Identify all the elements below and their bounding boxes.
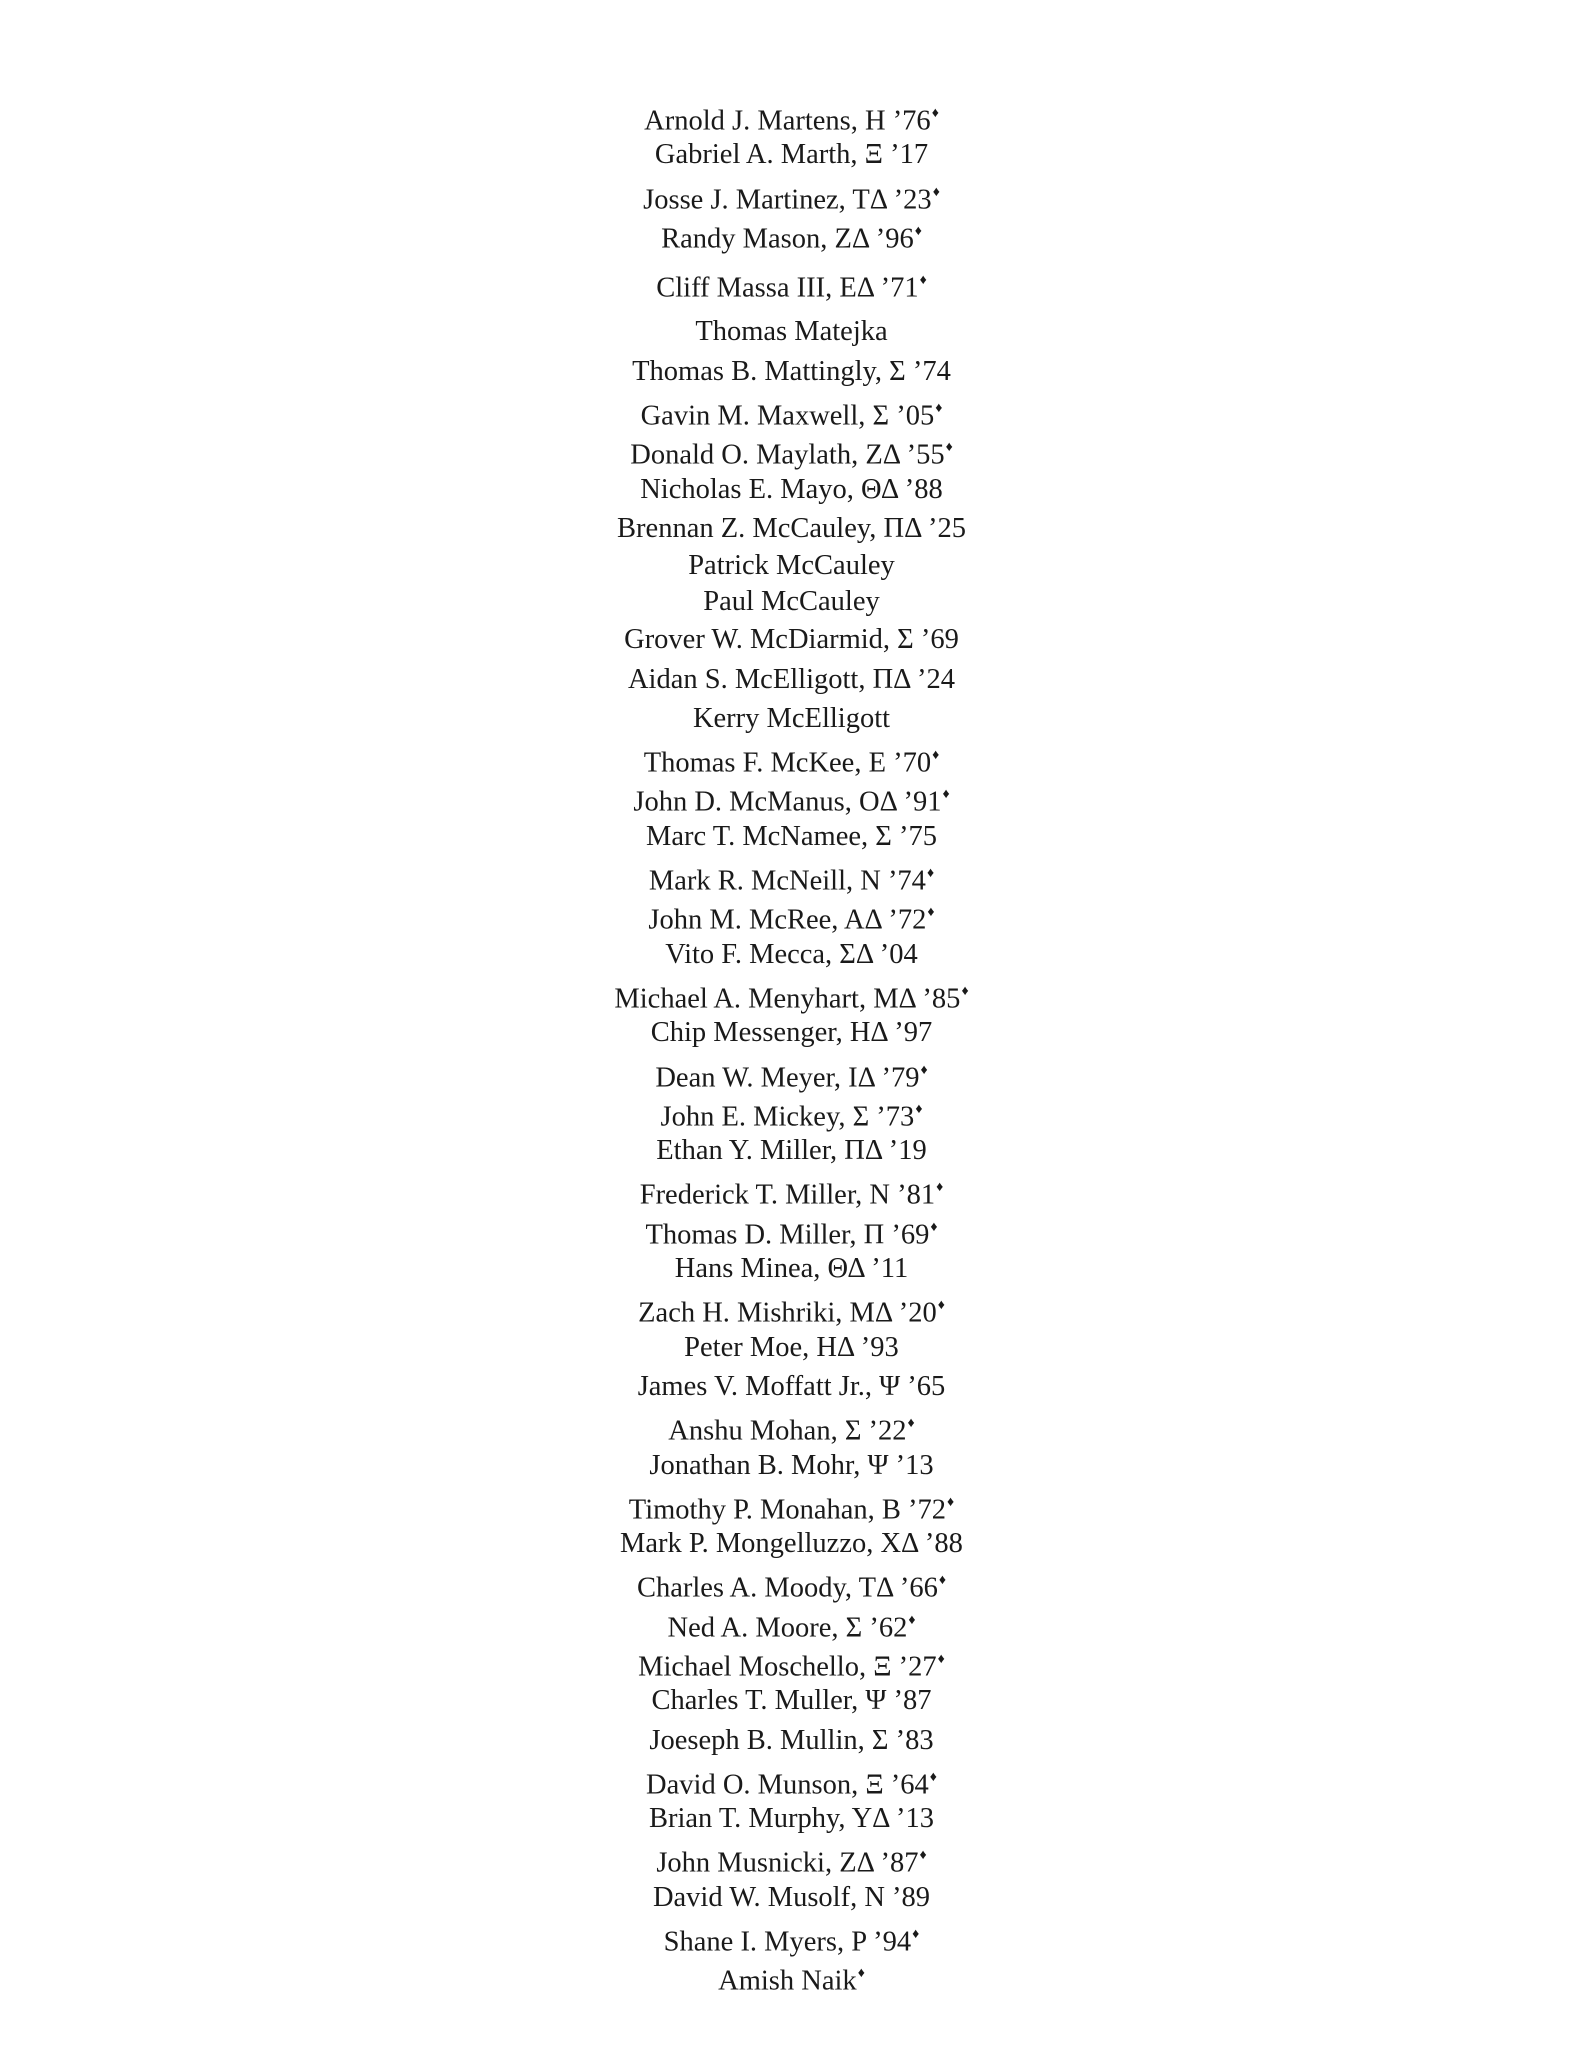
diamond-mark-icon: ♦ [926, 866, 935, 882]
diamond-mark-icon: ♦ [920, 1062, 928, 1078]
entry-name: Thomas F. McKee, E ’70 [643, 747, 932, 779]
entry-name: Josse J. Martinez, TΔ ’23 [643, 184, 932, 216]
diamond-mark-icon: ♦ [929, 1769, 937, 1785]
entry-name: Marc T. McNamee, Σ ’75 [646, 820, 937, 852]
diamond-mark-icon: ♦ [919, 273, 927, 289]
entry-name: Shane I. Myers, P ’94 [663, 1926, 912, 1958]
entry-name: David O. Munson, Ξ ’64 [646, 1769, 929, 1801]
diamond-mark-icon: ♦ [919, 1848, 927, 1864]
list-item [0, 1328, 1583, 1367]
list-item [0, 548, 1583, 584]
entry-name: Dean W. Meyer, IΔ ’79 [655, 1062, 920, 1094]
list-item [0, 738, 1583, 777]
entry-name: Randy Mason, ZΔ ’96 [661, 223, 914, 255]
entry-name: Mark R. McNeill, N ’74 [648, 865, 926, 897]
entry-name: Michael A. Menyhart, MΔ ’85 [614, 983, 961, 1015]
diamond-mark-icon: ♦ [937, 1298, 945, 1314]
diamond-mark-icon: ♦ [927, 905, 935, 921]
entry-name: Hans Minea, ΘΔ ’11 [674, 1253, 909, 1285]
list-item [0, 1760, 1583, 1799]
list-item [0, 1053, 1583, 1092]
list-item [0, 391, 1583, 430]
diamond-mark-icon: ♦ [935, 401, 943, 417]
entry-name: Grover W. McDiarmid, Σ ’69 [624, 624, 959, 656]
entry-name: Charles T. Muller, Ψ ’87 [651, 1685, 932, 1717]
list-item [0, 1721, 1583, 1760]
list-item [0, 1131, 1583, 1170]
diamond-mark-icon: ♦ [915, 1101, 923, 1117]
list-item [0, 1485, 1583, 1524]
entry-name: Thomas B. Mattingly, Σ ’74 [632, 355, 951, 387]
diamond-mark-icon: ♦ [930, 1219, 938, 1235]
list-item [0, 1603, 1583, 1642]
entry-name: Cliff Massa III, EΔ ’71 [656, 272, 919, 304]
entry-name: Patrick McCauley [688, 550, 895, 582]
entry-name: Donald O. Maylath, ZΔ ’55 [630, 439, 945, 471]
list-item [0, 620, 1583, 659]
list-item [0, 1288, 1583, 1327]
list-item [0, 1446, 1583, 1485]
list-item [0, 1524, 1583, 1563]
list-item [0, 263, 1583, 302]
diamond-mark-icon: ♦ [945, 440, 953, 456]
entry-name: Peter Moe, HΔ ’93 [684, 1331, 899, 1363]
diamond-mark-icon: ♦ [914, 223, 922, 239]
diamond-mark-icon: ♦ [942, 787, 950, 803]
entry-name: Anshu Mohan, Σ ’22 [668, 1415, 907, 1447]
entry-name: Nicholas E. Mayo, ΘΔ ’88 [640, 473, 943, 505]
list-item [0, 1563, 1583, 1602]
entry-name: Ethan Y. Miller, ΠΔ ’19 [656, 1135, 927, 1167]
entry-name: Arnold J. Martens, H ’76 [644, 105, 931, 137]
diamond-mark-icon: ♦ [907, 1416, 915, 1432]
list-item [0, 470, 1583, 509]
diamond-mark-icon: ♦ [931, 106, 939, 121]
entry-name: Michael Moschello, Ξ ’27 [638, 1651, 937, 1683]
list-item [0, 1642, 1583, 1681]
list-item [0, 1013, 1583, 1052]
entry-name: David W. Musolf, N ’89 [652, 1881, 931, 1913]
entry-name: Paul McCauley [703, 586, 880, 618]
entry-name: Jonathan B. Mohr, Ψ ’13 [649, 1449, 934, 1481]
entry-name: Zach H. Mishriki, MΔ ’20 [638, 1297, 937, 1329]
list-item [0, 1406, 1583, 1445]
entry-name: Mark P. Mongelluzzo, XΔ ’88 [620, 1528, 963, 1560]
list-item [0, 135, 1583, 174]
entry-name: Frederick T. Miller, N ’81 [639, 1179, 936, 1211]
entry-name: Kerry McElligott [692, 702, 891, 734]
list-item [0, 1956, 1583, 1995]
list-item [0, 430, 1583, 469]
entry-name: Gavin M. Maxwell, Σ ’05 [640, 400, 935, 432]
diamond-mark-icon: ♦ [857, 1966, 865, 1982]
entry-name: Chip Messenger, HΔ ’97 [650, 1017, 933, 1049]
diamond-mark-icon: ♦ [947, 1494, 955, 1510]
list-item [0, 777, 1583, 816]
list-item [0, 214, 1583, 253]
list-item [0, 895, 1583, 934]
entry-name: Gabriel A. Marth, Ξ ’17 [654, 139, 929, 171]
entry-name: Vito F. Mecca, ΣΔ ’04 [665, 938, 918, 970]
diamond-mark-icon: ♦ [932, 184, 940, 200]
diamond-mark-icon: ♦ [938, 1573, 947, 1589]
donor-name-list [0, 96, 1583, 1996]
list-item [0, 1838, 1583, 1877]
entry-name: Charles A. Moody, TΔ ’66 [636, 1572, 938, 1604]
entry-name: James V. Moffatt Jr., Ψ ’65 [637, 1370, 946, 1402]
list-item [0, 1092, 1583, 1131]
entry-name: Brennan Z. McCauley, ΠΔ ’25 [617, 512, 966, 544]
list-item [0, 660, 1583, 699]
list-item [0, 1249, 1583, 1288]
entry-name: Amish Naik [718, 1965, 857, 1997]
list-item [0, 974, 1583, 1013]
list-item [0, 1210, 1583, 1249]
diamond-mark-icon: ♦ [932, 748, 940, 764]
list-item [0, 1917, 1583, 1956]
entry-name: John Musnicki, ZΔ ’87 [656, 1847, 919, 1879]
diamond-mark-icon: ♦ [912, 1927, 920, 1943]
list-item [0, 1367, 1583, 1406]
list-item [0, 509, 1583, 548]
diamond-mark-icon: ♦ [936, 1180, 944, 1196]
entry-name: Joeseph B. Mullin, Σ ’83 [649, 1724, 934, 1756]
list-item [0, 352, 1583, 391]
diamond-mark-icon: ♦ [937, 1651, 945, 1667]
list-item [0, 96, 1583, 135]
list-item [0, 856, 1583, 895]
list-item [0, 1170, 1583, 1209]
entry-name: Thomas Matejka [695, 316, 888, 348]
list-item [0, 175, 1583, 214]
entry-name: John D. McManus, OΔ ’91 [633, 786, 942, 818]
list-item [0, 699, 1583, 738]
entry-name: Timothy P. Monahan, B ’72 [628, 1494, 947, 1526]
entry-name: Brian T. Murphy, YΔ ’13 [648, 1803, 935, 1835]
list-item [0, 935, 1583, 974]
entry-name: John E. Mickey, Σ ’73 [660, 1101, 915, 1133]
entry-name: Thomas D. Miller, Π ’69 [645, 1219, 930, 1251]
list-item [0, 1799, 1583, 1838]
list-item [0, 1878, 1583, 1917]
list-item [0, 817, 1583, 856]
list-item [0, 312, 1583, 351]
entry-name: Ned A. Moore, Σ ’62 [667, 1612, 908, 1644]
diamond-mark-icon: ♦ [908, 1612, 916, 1628]
list-item [0, 584, 1583, 620]
entry-name: John M. McRee, AΔ ’72 [648, 904, 927, 936]
list-item [0, 1681, 1583, 1720]
entry-name: Aidan S. McElligott, ΠΔ ’24 [627, 663, 956, 695]
diamond-mark-icon: ♦ [961, 983, 969, 999]
